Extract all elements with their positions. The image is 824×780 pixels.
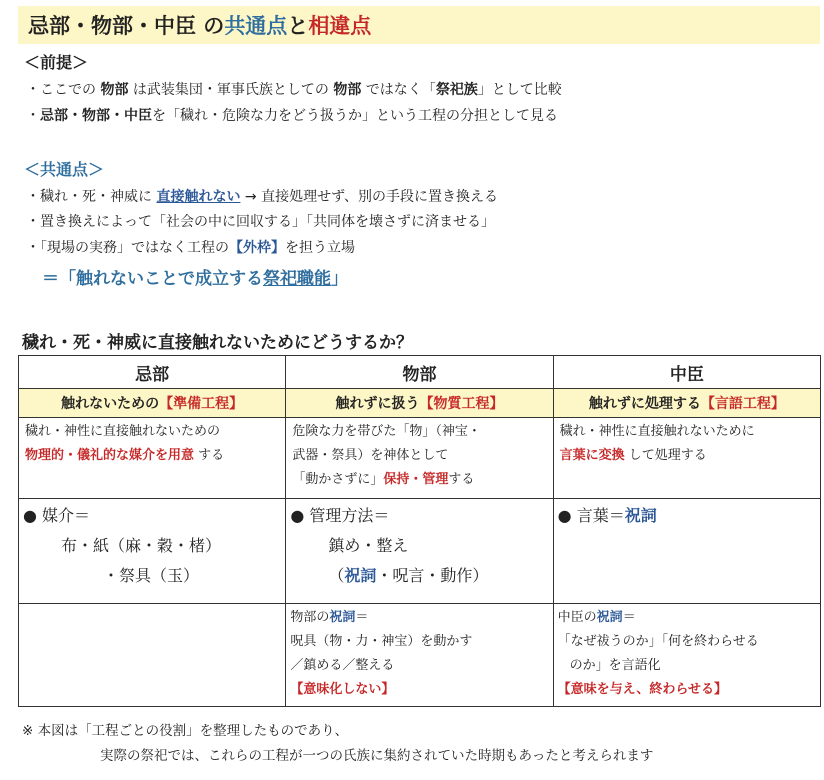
process-mononobe: 触れずに扱う【物質工程】: [286, 389, 553, 418]
description-imbe: 穢れ・神性に直接触れないための 物理的・儀礼的な媒介を用意 する: [19, 418, 286, 499]
process-nakatomi: 触れずに処理する【言語工程】: [553, 389, 820, 418]
title-part: 忌部・物部・中臣 の: [28, 14, 225, 38]
premise-line-1: ・ここでの 物部 は武装集団・軍事氏族としての 物部 ではなく「祭祀族」として比較: [26, 82, 562, 98]
comparison-table: [18, 355, 821, 707]
premise-heading: ＜前提＞: [24, 53, 89, 72]
title-part: と: [287, 14, 309, 38]
process-imbe: 触れないための【準備工程】: [19, 389, 286, 418]
norito-mononobe: 物部の祝詞＝ 呪具（物・力・神宝）を動かす ／鎮める／整える 【意味化しない】: [286, 604, 553, 707]
column-header-mononobe: 物部: [286, 356, 553, 389]
common-line-3: ・「現場の実務」ではなく工程の【外枠】を担う立場: [26, 240, 355, 256]
description-nakatomi: 穢れ・神性に直接触れないために 言葉に変換 して処理する: [553, 418, 820, 499]
column-header-imbe: 忌部: [19, 356, 286, 389]
common-conclusion: ＝「触れないことで成立する祭祀職能」: [42, 269, 348, 289]
premise-line-2: ・忌部・物部・中臣を「穢れ・危険な力をどう扱うか」という工程の分担として見る: [26, 108, 558, 124]
table-title: 穢れ・死・神威に直接触れないためにどうするか？: [22, 333, 413, 353]
description-mononobe: 危険な力を帯びた「物」（神宝・ 武器・祭具）を神体として 「動かさずに」保持・管理する: [286, 418, 553, 499]
norito-nakatomi: 中臣の祝詞＝ 「なぜ祓うのか」「何を終わらせる のか」を言語化 【意味を与え、終わらせる】: [553, 604, 820, 707]
method-mononobe: ● 管理方法＝ 鎮め・整え （祝詞・呪言・動作）: [286, 499, 553, 604]
title-diff: 相違点: [308, 14, 372, 38]
common-line-2: ・置き換えによって「社会の中に回収する」「共同体を壊さずに済ませる」: [26, 214, 495, 230]
common-heading: ＜共通点＞: [24, 160, 105, 179]
column-header-nakatomi: 中臣: [553, 356, 820, 389]
description-row: [19, 418, 821, 499]
norito-row: [19, 604, 821, 707]
footnote-line-2: 実際の祭祀では、これらの工程が一つの氏族に集約されていた時期もあったと考えられます: [100, 748, 654, 764]
method-nakatomi: ● 言葉＝祝詞: [553, 499, 820, 604]
norito-imbe: [19, 604, 286, 707]
process-row: [19, 389, 821, 418]
method-imbe: ● 媒介＝ 布・紙（麻・穀・楮） ・祭具（玉）: [19, 499, 286, 604]
page-title: [18, 6, 820, 44]
title-common: 共通点: [224, 14, 288, 38]
footnote-line-1: ※ 本図は「工程ごとの役割」を整理したものであり、: [22, 723, 349, 739]
common-line-1: ・穢れ・死・神威に 直接触れない → 直接処理せず、別の手段に置き換える: [26, 189, 498, 205]
table-header-row: [19, 356, 821, 389]
method-row: [19, 499, 821, 604]
